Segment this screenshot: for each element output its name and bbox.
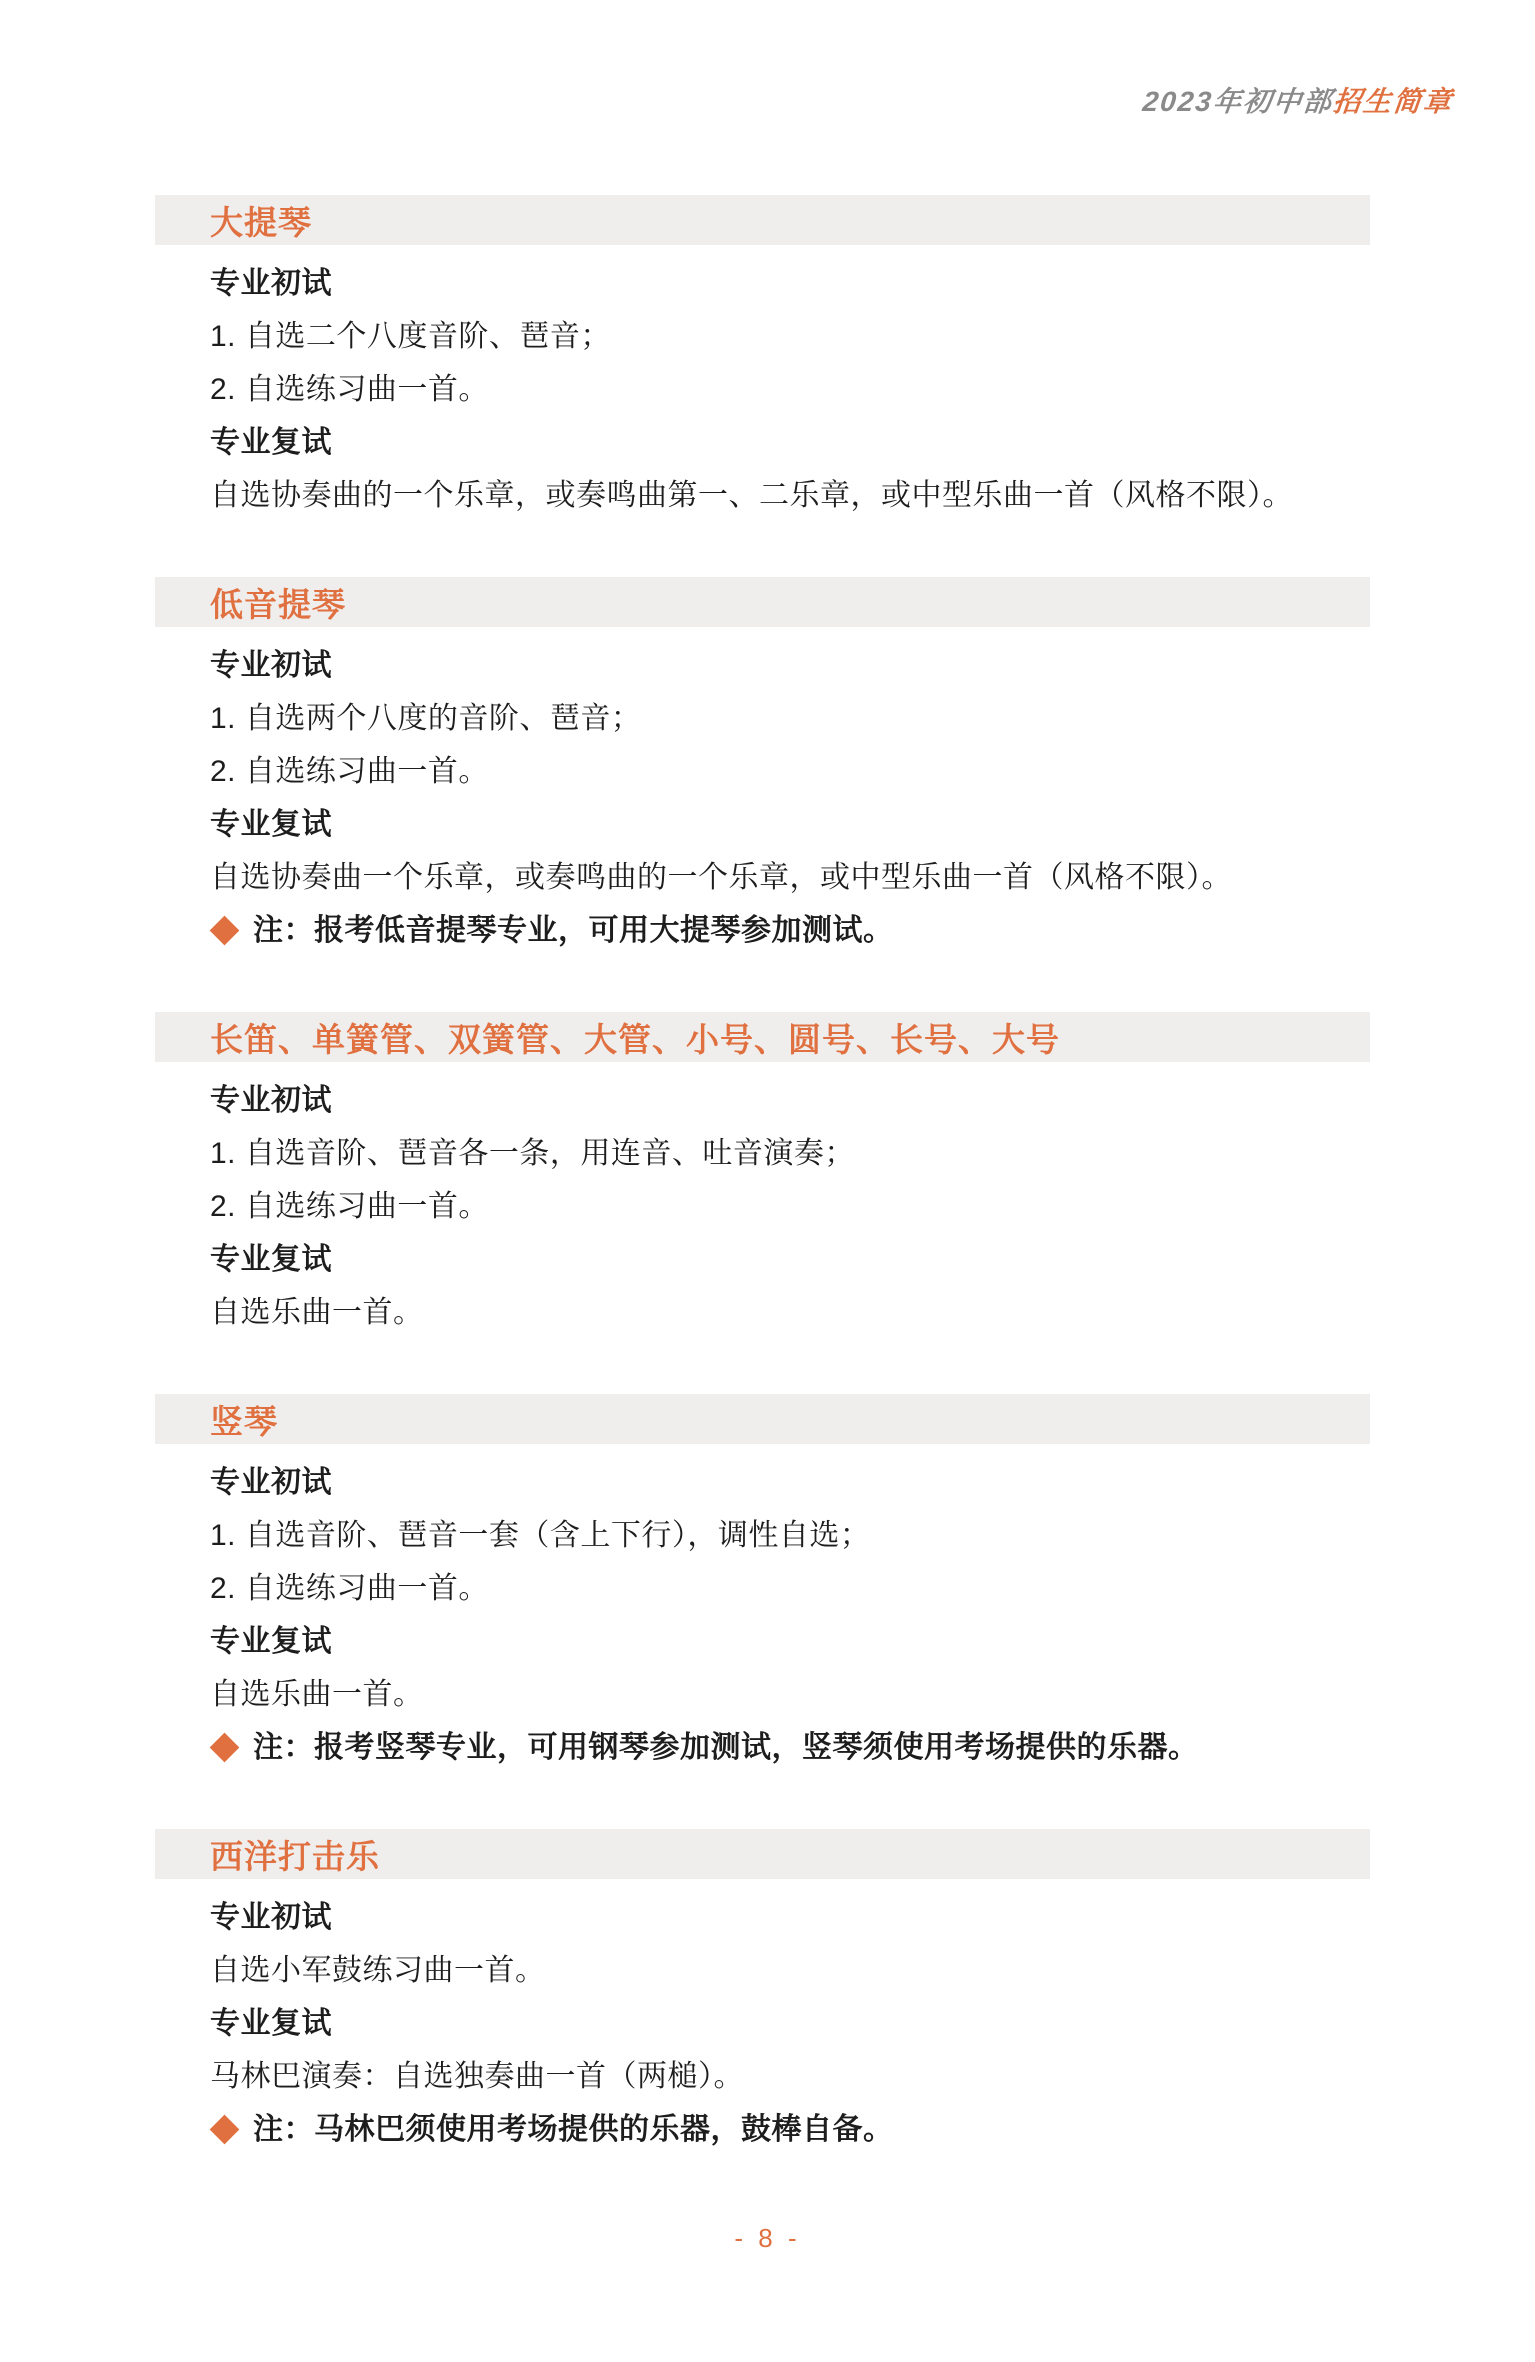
- exam-item: 2. 自选练习曲一首。: [210, 373, 489, 406]
- exam-item: 2. 自选练习曲一首。: [210, 755, 489, 788]
- section-title: 低音提琴: [210, 585, 346, 623]
- section-header-band: [155, 1012, 1370, 1062]
- section-winds-brass: [155, 1012, 1370, 1339]
- exam-stage-subheading: 专业初试: [210, 649, 332, 682]
- note-line: [210, 2103, 1370, 2156]
- exam-item: 1. 自选音阶、琶音各一条，用连音、吐音演奏；: [210, 1137, 855, 1170]
- exam-description: 马林巴演奏：自选独奏曲一首（两槌）。: [210, 2060, 744, 2093]
- section-body: [155, 627, 1370, 957]
- section-body: [155, 1444, 1370, 1774]
- note-diamond-icon: [210, 1733, 240, 1763]
- exam-stage-subheading: 专业初试: [210, 267, 332, 300]
- content-column: [155, 195, 1370, 2211]
- exam-description: 自选乐曲一首。: [210, 1678, 424, 1711]
- page-number: - 8 -: [734, 2223, 801, 2253]
- section-title: 竖琴: [210, 1402, 278, 1440]
- note-diamond-icon: [210, 916, 240, 946]
- section-western-percussion: [155, 1829, 1370, 2156]
- note-line: [210, 904, 1370, 957]
- section-harp: [155, 1394, 1370, 1774]
- exam-stage-subheading: 专业初试: [210, 1084, 332, 1117]
- section-header-band: [155, 577, 1370, 627]
- exam-description: 自选协奏曲的一个乐章，或奏鸣曲第一、二乐章，或中型乐曲一首（风格不限）。: [210, 479, 1293, 512]
- exam-stage-subheading: 专业复试: [210, 1243, 332, 1276]
- exam-description: 自选乐曲一首。: [210, 1296, 424, 1329]
- exam-item: 1. 自选音阶、琶音一套（含上下行），调性自选；: [210, 1519, 871, 1552]
- section-body: [155, 1879, 1370, 2156]
- section-cello: [155, 195, 1370, 522]
- section-title: 大提琴: [210, 203, 312, 241]
- section-header-band: [155, 195, 1370, 245]
- logo-brand-text: 招生简章: [1331, 86, 1455, 117]
- exam-stage-subheading: 专业复试: [210, 426, 332, 459]
- note-text: 注：报考低音提琴专业，可用大提琴参加测试。: [253, 914, 894, 947]
- exam-description: 自选协奏曲一个乐章，或奏鸣曲的一个乐章，或中型乐曲一首（风格不限）。: [210, 861, 1232, 894]
- exam-item: 2. 自选练习曲一首。: [210, 1190, 489, 1223]
- brochure-logo: [1141, 80, 1456, 120]
- section-header-band: [155, 1829, 1370, 1879]
- exam-stage-subheading: 专业初试: [210, 1466, 332, 1499]
- section-title: 长笛、单簧管、双簧管、大管、小号、圆号、长号、大号: [210, 1020, 1060, 1058]
- logo-year-text: 2023年初中部: [1140, 86, 1335, 117]
- note-text: 注：报考竖琴专业，可用钢琴参加测试，竖琴须使用考场提供的乐器。: [253, 1731, 1199, 1764]
- exam-item: 1. 自选二个八度音阶、琶音；: [210, 320, 611, 353]
- exam-stage-subheading: 专业复试: [210, 808, 332, 841]
- exam-item: 2. 自选练习曲一首。: [210, 1572, 489, 1605]
- section-body: [155, 245, 1370, 522]
- exam-stage-subheading: 专业复试: [210, 1625, 332, 1658]
- exam-stage-subheading: 专业初试: [210, 1901, 332, 1934]
- exam-item: 1. 自选两个八度的音阶、琶音；: [210, 702, 642, 735]
- exam-stage-subheading: 专业复试: [210, 2007, 332, 2040]
- exam-description: 自选小军鼓练习曲一首。: [210, 1954, 546, 1987]
- note-text: 注：马林巴须使用考场提供的乐器，鼓棒自备。: [253, 2113, 894, 2146]
- note-line: [210, 1721, 1370, 1774]
- section-double-bass: [155, 577, 1370, 957]
- note-diamond-icon: [210, 2115, 240, 2145]
- section-header-band: [155, 1394, 1370, 1444]
- section-title: 西洋打击乐: [210, 1837, 380, 1875]
- section-body: [155, 1062, 1370, 1339]
